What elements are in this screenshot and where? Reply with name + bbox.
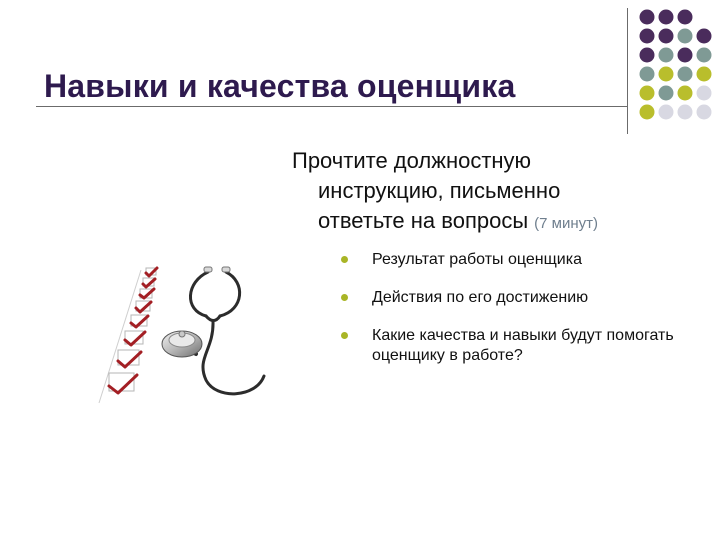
chestpiece-icon [162, 331, 202, 357]
intro-line-1: Прочтите должностную [292, 148, 532, 173]
intro-line-3 [292, 206, 702, 239]
bullet-icon [341, 332, 348, 339]
intro-line-2: инструкцию, письменно [318, 178, 561, 203]
slide-title: Навыки и качества оценщика [44, 68, 516, 104]
intro-line-3-text: ответьте на вопросы [318, 208, 529, 233]
bullet-list [340, 250, 700, 384]
checklist-icon [99, 268, 157, 403]
bullet-text: Результат работы оценщика [372, 251, 582, 268]
checklist-stethoscope-illustration [96, 258, 276, 408]
decorative-dot-grid [637, 8, 713, 128]
intro-text [292, 146, 702, 239]
stethoscope-icon [184, 267, 264, 394]
time-note: (7 минут) [534, 215, 598, 232]
bullet-text: Какие качества и навыки будут помогать оценщику в работе? [372, 327, 674, 364]
bullet-text: Действия по его достижению [372, 289, 589, 306]
bullet-icon [341, 294, 348, 301]
bullet-item [340, 288, 700, 308]
horizontal-divider [36, 106, 627, 107]
bullet-item [340, 326, 700, 366]
vertical-divider [627, 8, 628, 134]
bullet-item [340, 250, 700, 270]
bullet-icon [341, 256, 348, 263]
